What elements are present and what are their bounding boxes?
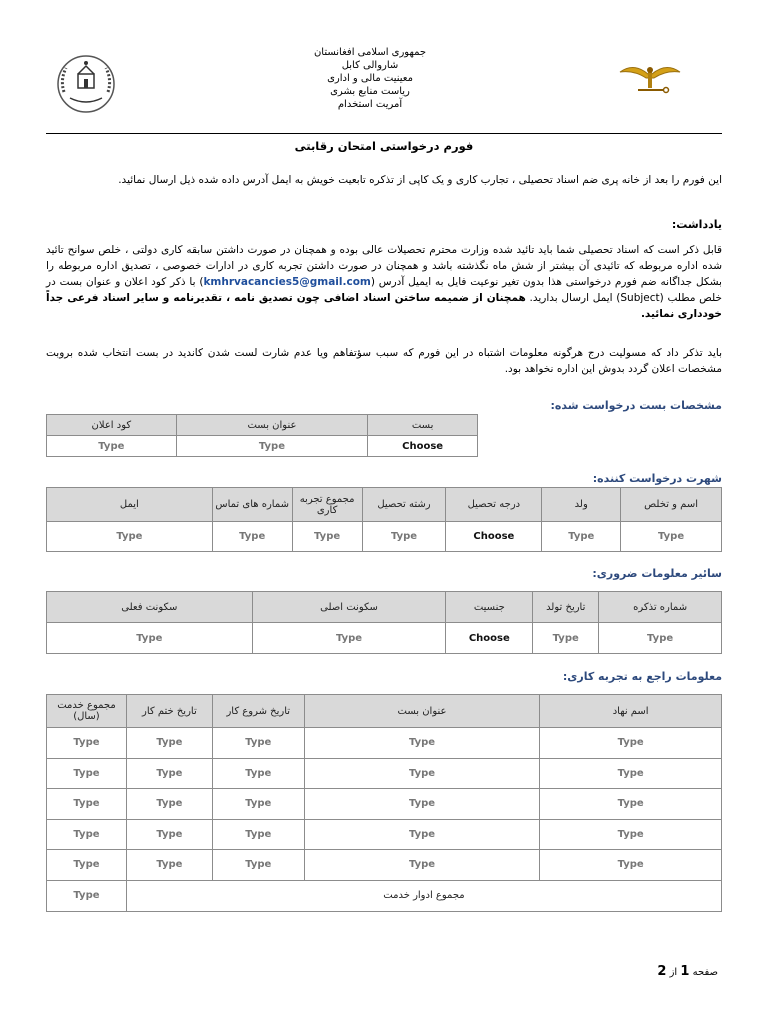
col-service-years: مجموع خدمت (سال): [47, 695, 127, 728]
col-experience-total: مجموع تجربه کاری: [292, 488, 362, 522]
position-select[interactable]: Choose: [368, 436, 478, 457]
section-title-experience: معلومات راجع به تجربه کاری:: [562, 670, 722, 683]
job-title-input[interactable]: Type: [304, 758, 540, 789]
table-row: [47, 789, 722, 820]
note-bold: همچنان از ضمیمه ساختن اسناد اضافی چون تصدیق نامه ، تقدیرنامه و سایر اسناد فرعی جداً خودداری نمائید.: [46, 292, 722, 320]
col-position: بست: [368, 415, 478, 436]
email-input[interactable]: Type: [47, 522, 213, 552]
service-years-input[interactable]: Type: [47, 758, 127, 789]
position-table: [46, 414, 478, 457]
start-date-input[interactable]: Type: [212, 728, 304, 759]
permanent-address-input[interactable]: Type: [252, 623, 446, 654]
header-line-department: آمریت استخدام: [337, 99, 403, 110]
gender-select[interactable]: Choose: [446, 623, 533, 654]
phone-input[interactable]: Type: [212, 522, 292, 552]
end-date-input[interactable]: Type: [126, 789, 212, 820]
start-date-input[interactable]: Type: [212, 789, 304, 820]
col-announcement-code: کود اعلان: [47, 415, 177, 436]
total-service-input[interactable]: Type: [47, 880, 127, 911]
education-field-input[interactable]: Type: [362, 522, 446, 552]
col-job-title: عنوان بست: [304, 695, 540, 728]
applicant-table: [46, 487, 722, 552]
organization-input[interactable]: Type: [540, 850, 722, 881]
end-date-input[interactable]: Type: [126, 728, 212, 759]
intro-paragraph: این فورم را بعد از خانه پری ضم اسناد تحصیلی ، تجارب کاری و یک کاپی از تذکره تابعیت خویش به ایمل آدرس داده شده ذیل ارسال نمائید.: [118, 174, 722, 186]
education-degree-select[interactable]: Choose: [446, 522, 542, 552]
father-name-input[interactable]: Type: [542, 522, 621, 552]
name-input[interactable]: Type: [621, 522, 722, 552]
header-block: [270, 46, 470, 111]
col-name: اسم و تخلص: [621, 488, 722, 522]
col-phone: شماره های تماس: [212, 488, 292, 522]
col-id-number: شماره تذکره: [599, 592, 722, 623]
header-line-deputy: معینیت مالی و اداری: [327, 73, 413, 84]
id-number-input[interactable]: Type: [599, 623, 722, 654]
col-position-title: عنوان بست: [176, 415, 368, 436]
organization-input[interactable]: Type: [540, 789, 722, 820]
other-info-table: [46, 591, 722, 654]
service-years-input[interactable]: Type: [47, 819, 127, 850]
experience-total-input[interactable]: Type: [292, 522, 362, 552]
start-date-input[interactable]: Type: [212, 850, 304, 881]
job-title-input[interactable]: Type: [304, 728, 540, 759]
section-title-position: مشخصات بست درخواست شده:: [550, 399, 722, 412]
table-row: [47, 819, 722, 850]
note-paragraph: [46, 242, 722, 322]
start-date-input[interactable]: Type: [212, 819, 304, 850]
organization-input[interactable]: Type: [540, 758, 722, 789]
start-date-input[interactable]: Type: [212, 758, 304, 789]
organization-input[interactable]: Type: [540, 819, 722, 850]
col-end-date: تاریخ ختم کار: [126, 695, 212, 728]
header-line-municipality: شاروالی کابل: [341, 60, 399, 71]
col-start-date: تاریخ شروع کار: [212, 695, 304, 728]
note-text-2: ) با ذکر کود اعلان و عنوان بست در خلص مطلب (Subject) ایمل ارسال بدارید.: [46, 276, 723, 304]
end-date-input[interactable]: Type: [126, 819, 212, 850]
note-label: یادداشت:: [671, 218, 722, 231]
col-email: ایمل: [47, 488, 213, 522]
col-permanent-address: سکونت اصلی: [252, 592, 446, 623]
page-current: 1: [680, 964, 690, 979]
organization-input[interactable]: Type: [540, 728, 722, 759]
header-divider: [46, 133, 722, 134]
col-gender: جنسیت: [446, 592, 533, 623]
job-title-input[interactable]: Type: [304, 819, 540, 850]
service-years-input[interactable]: Type: [47, 789, 127, 820]
section-title-other-info: سائیر معلومات ضروری:: [592, 567, 722, 580]
col-education-degree: درجه تحصیل: [446, 488, 542, 522]
note-text-1: قابل ذکر است که اسناد تحصیلی شما باید تائید شده وزارت محترم تحصیلات عالی بوده و همچنان در صورت داشتن سابقه کاری دولتی ، خلص سوانح تائید شده اداره مربوطه که تائیدی آن بیشتر از شش ماه نگذشته باشد و همچنان در صورت داشتن تجربه کاری در ادارات خصوصی ، تصدیق اداره مربوطه را بشکل جداگانه ضم فورم درخواستی هذا بدون تغیر نوعیت فایل به ایمیل آدرس (: [46, 244, 722, 288]
end-date-input[interactable]: Type: [126, 758, 212, 789]
total-row: [47, 880, 722, 911]
table-row: [47, 758, 722, 789]
job-title-input[interactable]: Type: [304, 789, 540, 820]
experience-table: [46, 694, 722, 912]
page-total: 2: [657, 964, 667, 979]
service-years-input[interactable]: Type: [47, 850, 127, 881]
table-row: [47, 728, 722, 759]
col-birth-date: تاریخ تولد: [533, 592, 599, 623]
email-link[interactable]: kmhrvacancies5@gmail.com: [203, 276, 371, 288]
header-line-country: جمهوری اسلامی افغانستان: [313, 47, 427, 58]
job-title-input[interactable]: Type: [304, 850, 540, 881]
current-address-input[interactable]: Type: [47, 623, 253, 654]
afghanistan-emblem-icon: [54, 52, 118, 116]
col-father-name: ولد: [542, 488, 621, 522]
col-current-address: سکونت فعلی: [47, 592, 253, 623]
end-date-input[interactable]: Type: [126, 850, 212, 881]
announcement-code-input[interactable]: Type: [47, 436, 177, 457]
col-education-field: رشته تحصیل: [362, 488, 446, 522]
page-number: [657, 964, 718, 979]
table-row: [47, 850, 722, 881]
municipality-logo-icon: [618, 58, 682, 98]
page-word: صفحه: [692, 967, 718, 978]
page-title: فورم درخواستی امتحان رقابتی: [294, 139, 474, 153]
section-title-applicant: شهرت درخواست کننده:: [592, 472, 722, 485]
position-title-input[interactable]: Type: [176, 436, 368, 457]
header-line-directorate: ریاست منابع بشری: [330, 86, 410, 97]
total-service-label: مجموع ادوار خدمت: [126, 880, 721, 911]
birth-date-input[interactable]: Type: [533, 623, 599, 654]
responsibility-paragraph: باید تذکر داد که مسولیت درج هرگونه معلومات اشتباه در این فورم که سبب سؤتفاهم ویا عدم شارت لست شدن کاندید در بست انتخاب شده بروبت مشخصات اعلان گردد بدوش این اداره نخواهد بود.: [46, 347, 722, 375]
page-of-word: از: [669, 967, 678, 978]
col-organization: اسم نهاد: [540, 695, 722, 728]
service-years-input[interactable]: Type: [47, 728, 127, 759]
